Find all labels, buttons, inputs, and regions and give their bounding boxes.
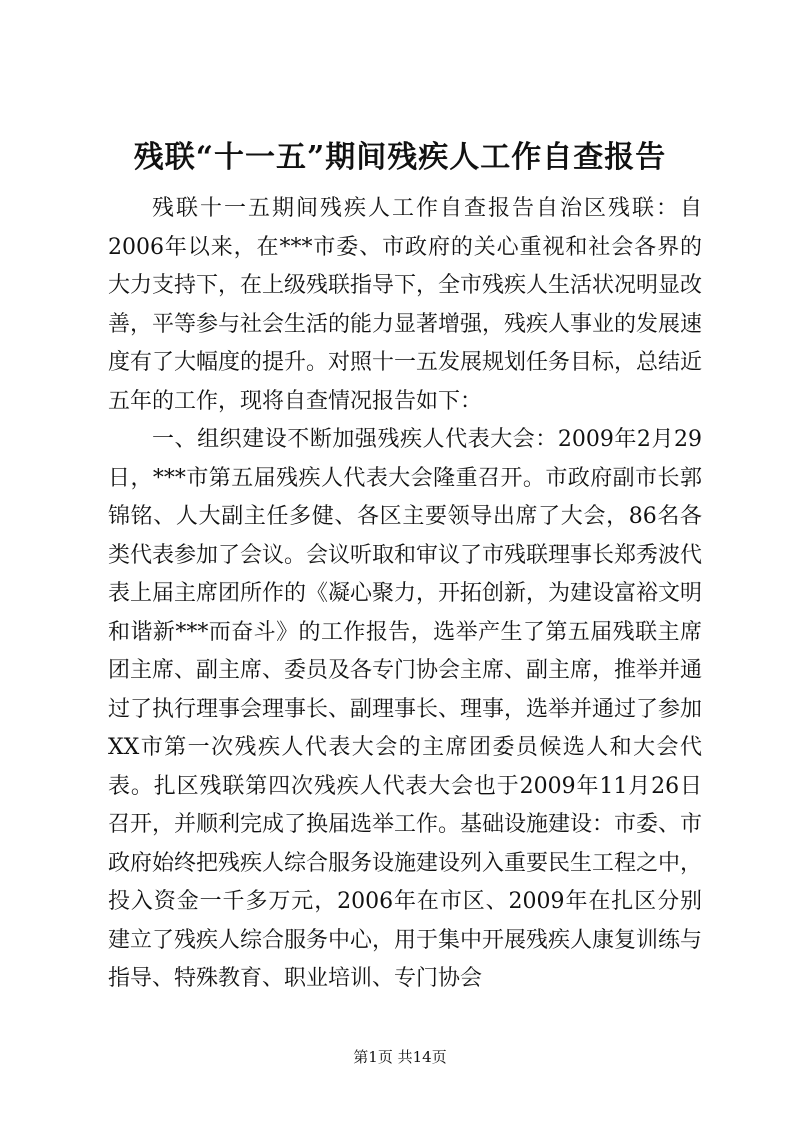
page-number: 第1页 共14页 [353, 1048, 447, 1066]
paragraph-organization: 一、组织建设不断加强残疾人代表大会：2009年2月29日，***市第五届残疾人代表大会隆重召开。市政府副市长郭锦铭、人大副主任多健、各区主要领导出席了大会，86名各类代表参加了会议。会议听取和审议了市残联理事长郑秀波代表上届主席团所作的《凝心聚力，开拓创新，为建设富裕文明和谐新***而奋斗》的工作报告，选举产生了第五届残联主席团主席、副主席、委员及各专门协会主席、副主席，推举并通过了执行理事会理事长、副理事长、理事，选举并通过了参加XX市第一次残疾人代表大会的主席团委员候选人和大会代表。扎区残联第四次残疾人代表大会也于2009年11月26日召开，并顺利完成了换届选举工作。基础设施建设：市委、市政府始终把残疾人综合服务设施建设列入重要民生工程之中，投入资金一千多万元，2006年在市区、2009年在扎区分别建立了残疾人综合服务中心，用于集中开展残疾人康复训练与指导、特殊教育、职业培训、专门协会 [108, 427, 703, 991]
document-title: 残联“十一五”期间残疾人工作自查报告 [133, 140, 667, 175]
document-body [108, 190, 702, 999]
paragraph-intro: 残联十一五期间残疾人工作自查报告自治区残联：自2006年以来，在***市委、市政府的关心重视和社会各界的大力支持下，在上级残联指导下，全市残疾人生活状况明显改善，平等参与社会生活的能力显著增强，残疾人事业的发展速度有了大幅度的提升。对照十一五发展规划任务目标，总结近五年的工作，现将自查情况报告如下： [108, 196, 703, 414]
